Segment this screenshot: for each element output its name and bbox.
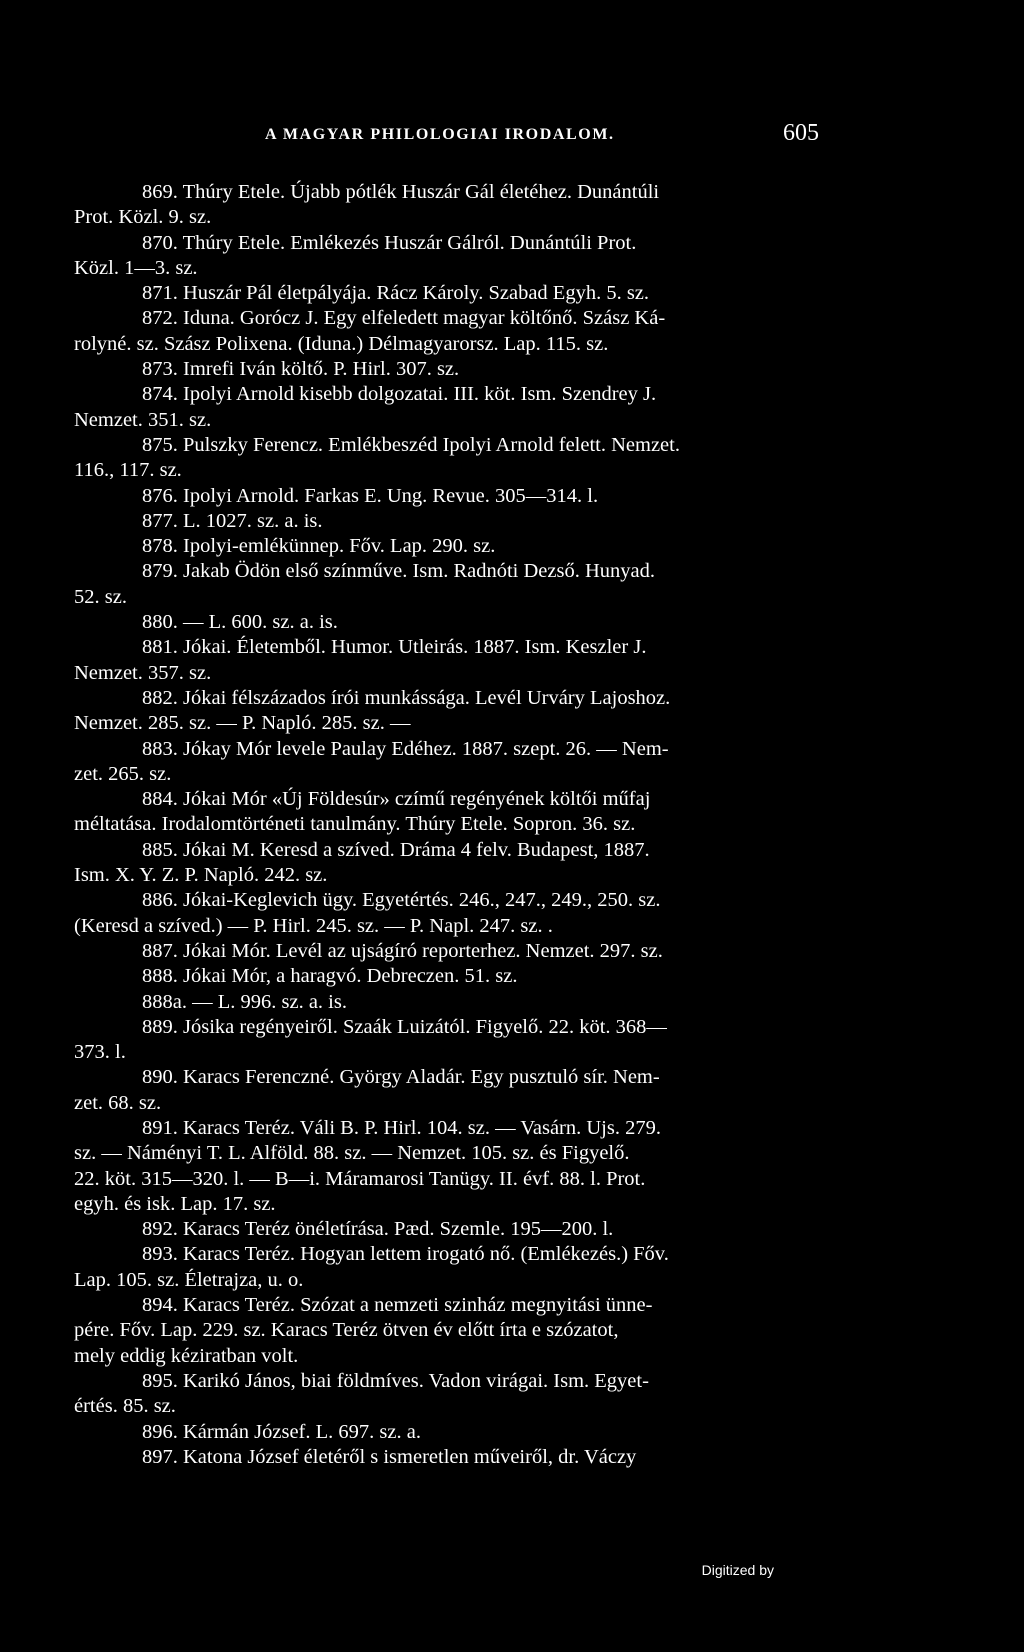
entry-line: 885. Jókai M. Keresd a szíved. Dráma 4 felv. Budapest, 1887. [142, 838, 650, 861]
entry-line: Ism. X. Y. Z. P. Napló. 242. sz. [74, 864, 328, 887]
entry-line: Prot. Közl. 9. sz. [74, 206, 212, 229]
entry-line: 879. Jakab Ödön első színműve. Ism. Radnóti Dezső. Hunyad. [142, 560, 655, 583]
entry-line: egyh. és isk. Lap. 17. sz. [74, 1192, 276, 1215]
entry-line: Nemzet. 351. sz. [74, 408, 212, 431]
entry-line: 895. Karikó János, biai földmíves. Vadon virágai. Ism. Egyet- [142, 1369, 649, 1392]
entry-line: rolyné. sz. Szász Polixena. (Iduna.) Délmagyarorsz. Lap. 115. sz. [74, 332, 609, 355]
running-title: A MAGYAR PHILOLOGIAI IRODALOM. [265, 126, 615, 143]
entry-line: 894. Karacs Teréz. Szózat a nemzeti szinház megnyitási ünne- [142, 1294, 653, 1317]
entry-line: (Keresd a szíved.) — P. Hirl. 245. sz. — P. Napl. 247. sz. . [74, 914, 553, 937]
entry-line: értés. 85. sz. [74, 1395, 176, 1418]
entry-line: 893. Karacs Teréz. Hogyan lettem irogató nő. (Emlékezés.) Főv. [142, 1243, 669, 1266]
entry-line: 887. Jókai Mór. Levél az ujságíró reporterhez. Nemzet. 297. sz. [142, 939, 663, 962]
entry-line: 875. Pulszky Ferencz. Emlékbeszéd Ipolyi Arnold felett. Nemzet. [142, 433, 680, 456]
entry-line: 890. Karacs Ferenczné. György Aladár. Egy pusztuló sír. Nem- [142, 1066, 660, 1089]
entry-line: 892. Karacs Teréz önéletírása. Pæd. Szemle. 195—200. l. [142, 1218, 614, 1241]
entry-line: 872. Iduna. Gorócz J. Egy elfeledett magyar költőnő. Szász Ká- [142, 307, 666, 330]
entry-line: 889. Jósika regényeiről. Szaák Luizától. Figyelő. 22. köt. 368— [142, 1015, 667, 1038]
entry-line: 881. Jókai. Életemből. Humor. Utleirás. 1887. Ism. Keszler J. [142, 636, 647, 659]
entry-line: 882. Jókai félszázados írói munkássága. Levél Urváry Lajoshoz. [142, 686, 671, 709]
entry-line: Nemzet. 357. sz. [74, 661, 212, 684]
entry-line: Lap. 105. sz. Életrajza, u. o. [74, 1268, 304, 1291]
entry-line: zet. 265. sz. [74, 762, 172, 785]
entry-line: 891. Karacs Teréz. Váli B. P. Hirl. 104. sz. — Vasárn. Ujs. 279. [142, 1116, 661, 1139]
entry-line: 897. Katona József életéről s ismeretlen műveiről, dr. Váczy [142, 1445, 637, 1468]
entry-line: 880. — L. 600. sz. a. is. [142, 611, 338, 634]
entry-line: mely eddig kéziratban volt. [74, 1344, 299, 1367]
entry-line: 870. Thúry Etele. Emlékezés Huszár Gálról. Dunántúli Prot. [142, 231, 637, 254]
entry-line: 22. köt. 315—320. l. — B—i. Máramarosi Tanügy. II. évf. 88. l. Prot. [74, 1167, 646, 1190]
entry-line: 883. Jókay Mór levele Paulay Edéhez. 1887. szept. 26. — Nem- [142, 737, 669, 760]
entry-line: 876. Ipolyi Arnold. Farkas E. Ung. Revue. 305—314. l. [142, 484, 599, 507]
entry-line: 52. sz. [74, 585, 127, 608]
entry-line: 373. l. [74, 1041, 126, 1064]
bibliography-entries [74, 180, 826, 1470]
entry-line: zet. 68. sz. [74, 1091, 162, 1114]
entry-line: Nemzet. 285. sz. — P. Napló. 285. sz. — [74, 712, 411, 735]
entry-line: 116., 117. sz. [74, 459, 182, 482]
entry-line: méltatása. Irodalomtörténeti tanulmány. Thúry Etele. Sopron. 36. sz. [74, 813, 636, 836]
entry-line: 884. Jókai Mór «Új Földesúr» czímű regényének költői műfaj [142, 788, 651, 811]
entry-line: 873. Imrefi Iván költő. P. Hirl. 307. sz. [142, 358, 460, 381]
entry-line: 886. Jókai-Keglevich ügy. Egyetértés. 246., 247., 249., 250. sz. [142, 889, 661, 912]
entry-line: 888a. — L. 996. sz. a. is. [142, 990, 347, 1013]
page-number: 605 [783, 120, 819, 146]
entry-line: 896. Kármán József. L. 697. sz. a. [142, 1420, 421, 1443]
entry-line: Közl. 1—3. sz. [74, 256, 198, 279]
entry-line: pére. Főv. Lap. 229. sz. Karacs Teréz ötven év előtt írta e szózatot, [74, 1319, 619, 1342]
entry-line: 877. L. 1027. sz. a. is. [142, 509, 323, 532]
entry-line: 869. Thúry Etele. Újabb pótlék Huszár Gál életéhez. Dunántúli [142, 181, 660, 203]
entry-line: 878. Ipolyi-emlékünnep. Főv. Lap. 290. sz. [142, 535, 496, 558]
digitized-note: Digitized by [701, 1562, 774, 1578]
entry-line: sz. — Náményi T. L. Alföld. 88. sz. — Nemzet. 105. sz. és Figyelő. [74, 1142, 630, 1165]
entry-line: 888. Jókai Mór, a haragvó. Debreczen. 51. sz. [142, 965, 518, 988]
entry-line: 871. Huszár Pál életpályája. Rácz Károly. Szabad Egyh. 5. sz. [142, 282, 650, 305]
entry-line: 874. Ipolyi Arnold kisebb dolgozatai. III. köt. Ism. Szendrey J. [142, 383, 657, 406]
